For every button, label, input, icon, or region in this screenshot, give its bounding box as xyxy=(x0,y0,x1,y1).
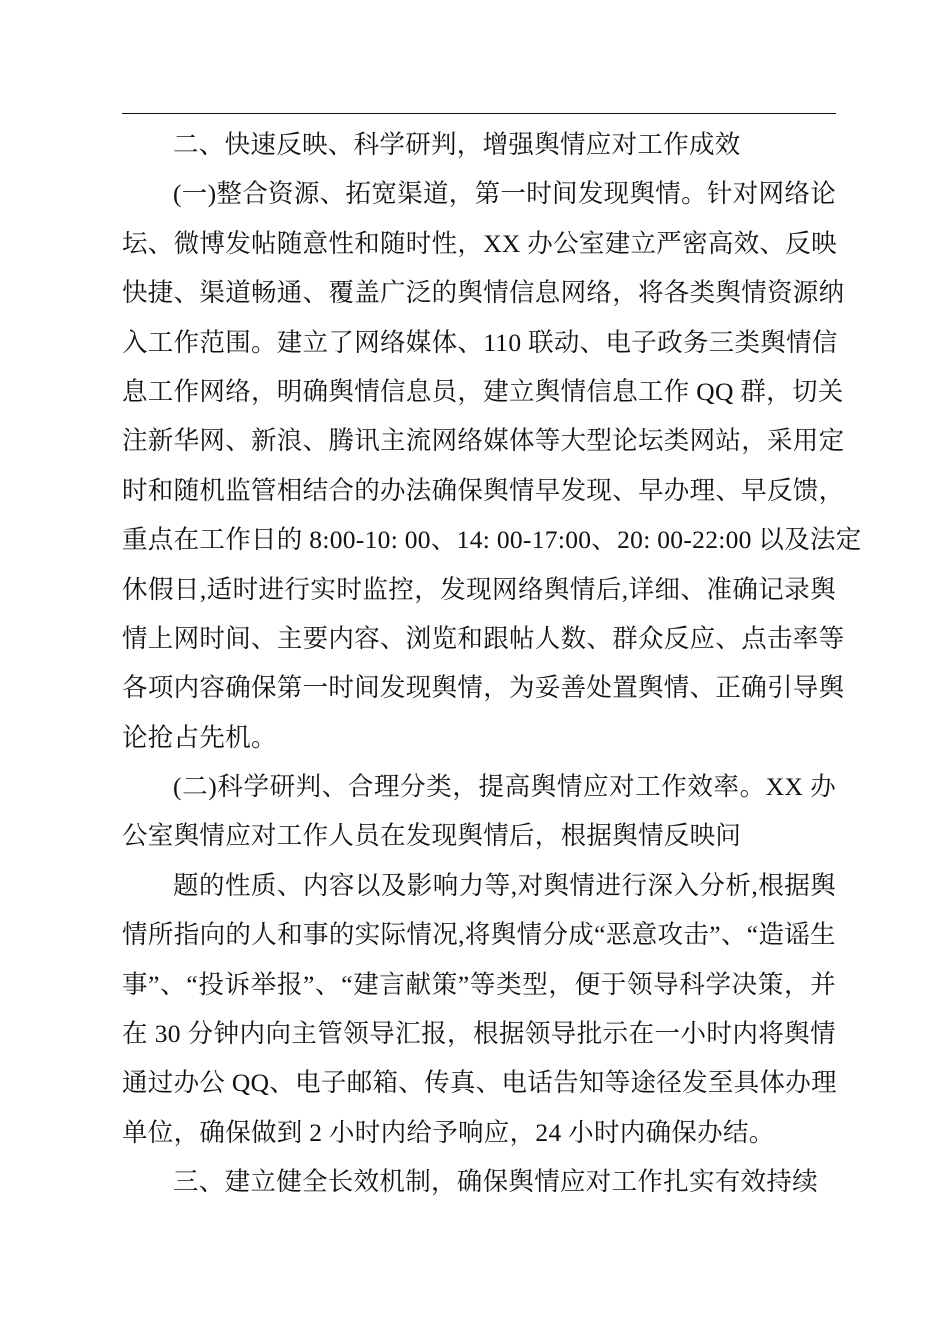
paragraph-line: 通过办公 QQ、电子邮箱、传真、电话告知等途径发至具体办理 xyxy=(122,1068,837,1098)
paragraph-line: 注新华网、新浪、腾讯主流网络媒体等大型论坛类网站，采用定 xyxy=(122,426,845,456)
paragraph-line: 快捷、渠道畅通、覆盖广泛的舆情信息网络，将各类舆情资源纳 xyxy=(122,278,845,308)
paragraph-line: 时和随机监管相结合的办法确保舆情早发现、早办理、早反馈， xyxy=(122,475,845,505)
section-heading-2: 二、快速反映、科学研判，增强舆情应对工作成效 xyxy=(173,130,741,159)
paragraph-line: 入工作范围。建立了网络媒体、110 联动、电子政务三类舆情信 xyxy=(122,327,838,357)
paragraph-line: 单位，确保做到 2 小时内给予响应，24 小时内确保办结。 xyxy=(122,1117,775,1147)
paragraph-line: 在 30 分钟内向主管领导汇报，根据领导批示在一小时内将舆情 xyxy=(122,1019,836,1049)
paragraph-line: (一)整合资源、拓宽渠道，第一时间发现舆情。针对网络论 xyxy=(173,179,836,209)
paragraph-line: 论抢占先机。 xyxy=(122,722,277,752)
paragraph-line: 公室舆情应对工作人员在发现舆情后，根据舆情反映问 xyxy=(122,821,742,851)
paragraph-line: 题的性质、内容以及影响力等,对舆情进行深入分析,根据舆 xyxy=(173,870,836,900)
document-body xyxy=(122,120,862,1207)
paragraph-line: 各项内容确保第一时间发现舆情，为妥善处置舆情、正确引导舆 xyxy=(122,673,845,703)
paragraph-line: 事”、“投诉举报”、“建言献策”等类型，便于领导科学决策，并 xyxy=(122,969,836,999)
paragraph-line: 坛、微博发帖随意性和随时性，XX 办公室建立严密高效、反映 xyxy=(122,228,837,258)
paragraph-line: 重点在工作日的 8:00-10: 00、14: 00-17:00、20: 00-22:00 以及法定 xyxy=(122,525,862,555)
header-rule xyxy=(122,113,836,114)
section-heading-3: 三、建立健全长效机制，确保舆情应对工作扎实有效持续 xyxy=(173,1167,819,1197)
paragraph-line: (二)科学研判、合理分类，提高舆情应对工作效率。XX 办 xyxy=(173,772,836,802)
paragraph-line: 息工作网络，明确舆情信息员，建立舆情信息工作 QQ 群，切关 xyxy=(122,376,844,406)
paragraph-line: 情上网时间、主要内容、浏览和跟帖人数、群众反应、点击率等 xyxy=(122,623,845,653)
paragraph-line: 情所指向的人和事的实际情况,将舆情分成“恶意攻击”、“造谣生 xyxy=(122,920,836,950)
paragraph-line: 休假日,适时进行实时监控，发现网络舆情后,详细、准确记录舆 xyxy=(122,574,836,604)
